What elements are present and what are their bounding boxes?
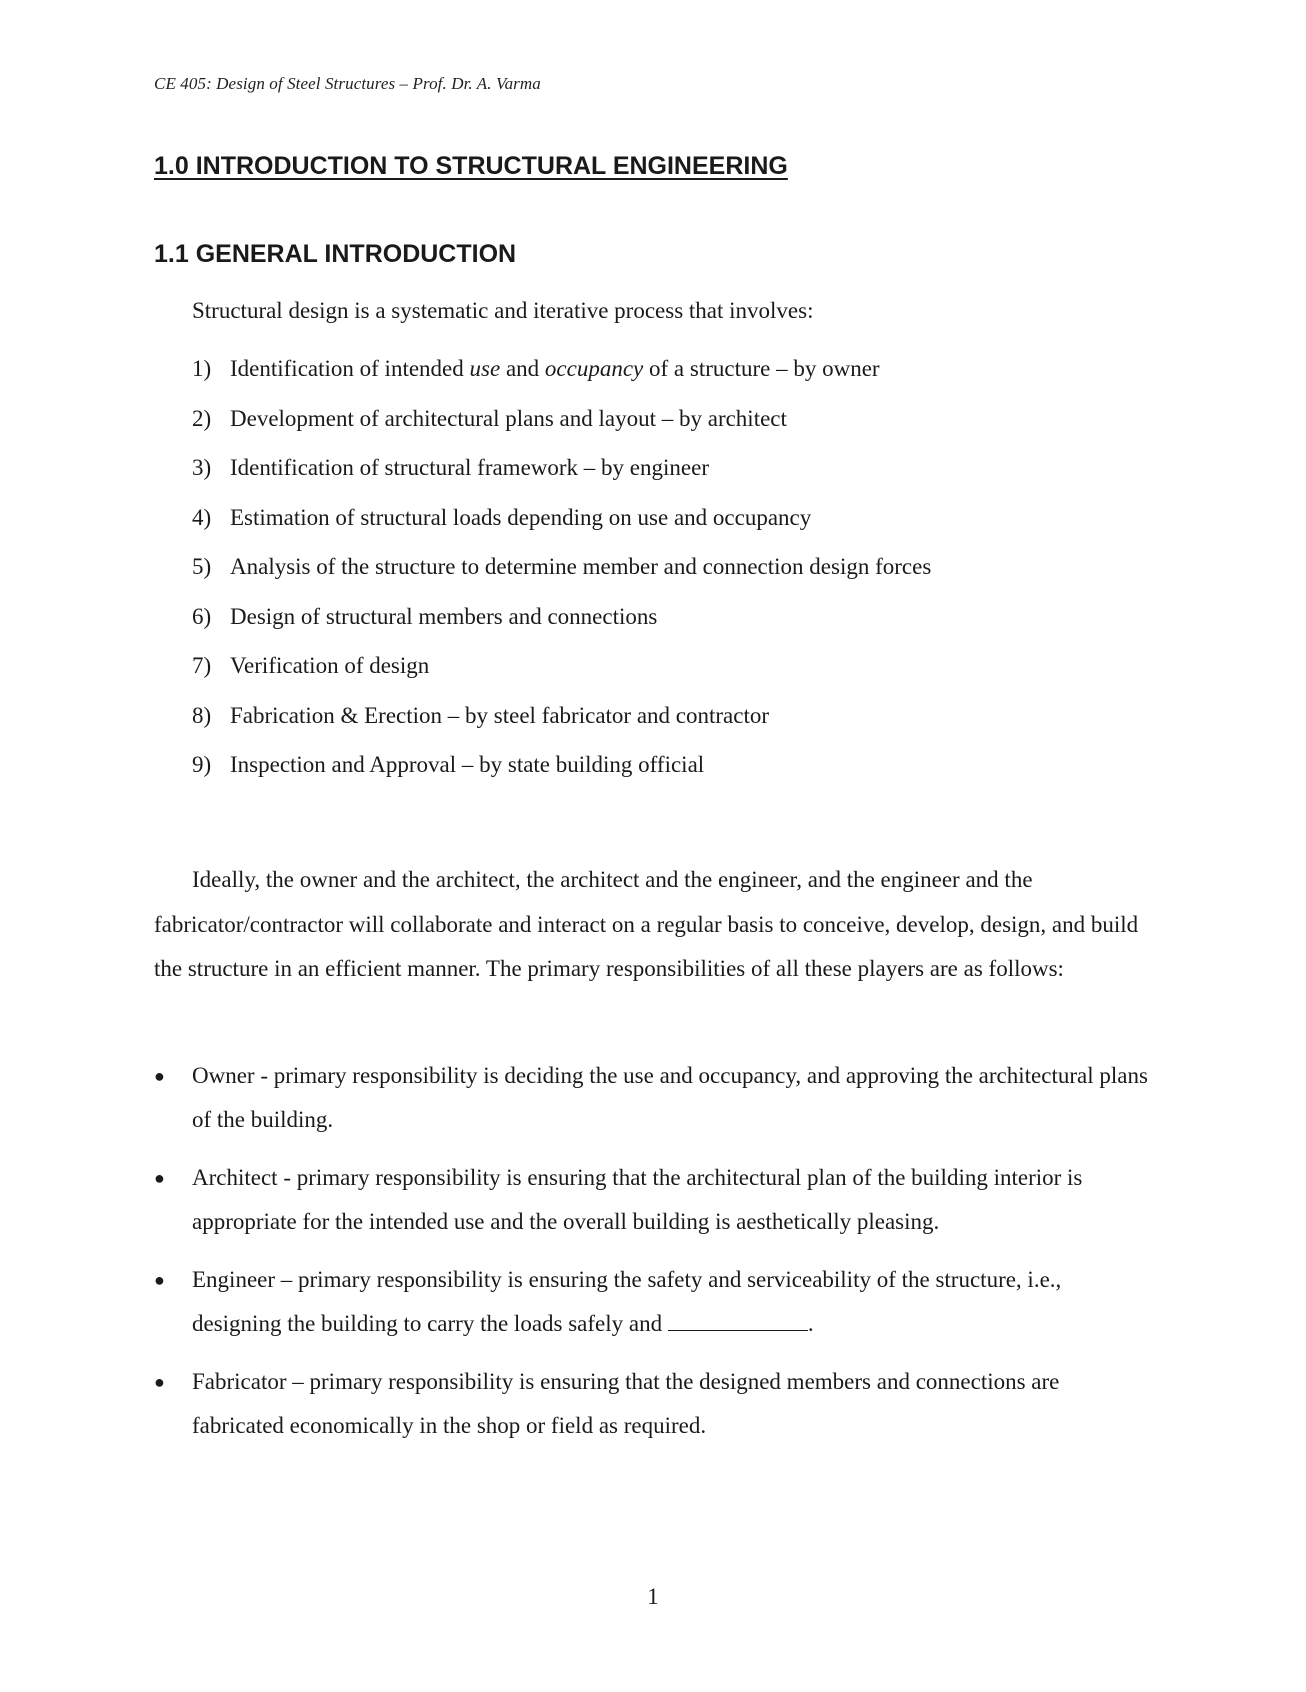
step-text: Analysis of the structure to determine member and connection design forces bbox=[230, 554, 932, 579]
step-text: Verification of design bbox=[230, 653, 430, 678]
bullet-icon: ● bbox=[154, 1270, 165, 1290]
step-number: 2) bbox=[192, 405, 212, 431]
list-item bbox=[192, 554, 931, 604]
step-number: 4) bbox=[192, 504, 212, 530]
step-number: 8) bbox=[192, 702, 212, 728]
chapter-title: 1.0 INTRODUCTION TO STRUCTURAL ENGINEERING bbox=[154, 152, 788, 180]
page-number: 1 bbox=[647, 1584, 659, 1609]
process-steps-list bbox=[192, 356, 931, 802]
section-title: 1.1 GENERAL INTRODUCTION bbox=[154, 240, 517, 268]
list-item bbox=[154, 1054, 1154, 1142]
step-number: 1) bbox=[192, 356, 212, 381]
bullet-icon: ● bbox=[154, 1066, 165, 1086]
list-item bbox=[154, 1156, 1154, 1244]
step-number: 7) bbox=[192, 653, 212, 678]
list-item bbox=[192, 653, 931, 703]
responsibility-text: Architect - primary responsibility is ensuring that the architectural plan of the building interior is appropriate for the intended use and the overall building is aesthetically pleasing. bbox=[192, 1165, 1083, 1234]
section-intro: Structural design is a systematic and iterative process that involves: bbox=[192, 298, 814, 323]
list-item bbox=[192, 703, 931, 753]
step-emphasis-occupancy: occupancy bbox=[544, 356, 644, 381]
list-item bbox=[192, 455, 931, 505]
responsibility-text: Owner - primary responsibility is deciding the use and occupancy, and approving the architectural plans of the building. bbox=[192, 1063, 1148, 1132]
responsibility-text: Fabricator – primary responsibility is ensuring that the designed members and connections are fabricated economically in the shop or field as required. bbox=[192, 1369, 1060, 1438]
list-item bbox=[192, 356, 931, 406]
step-number: 9) bbox=[192, 752, 212, 777]
step-text: and bbox=[500, 356, 545, 381]
step-text: Estimation of structural loads depending on use and occupancy bbox=[230, 504, 812, 530]
responsibility-suffix: . bbox=[807, 1311, 814, 1336]
list-item bbox=[192, 406, 931, 456]
fill-in-blank bbox=[668, 1310, 808, 1331]
bullet-icon: ● bbox=[154, 1168, 165, 1188]
paragraph-text: Ideally, the owner and the architect, the architect and the engineer, and the engineer and the fabricator/contractor will collaborate and interact on a regular basis to conceive, develop, design, and build the structure in an efficient manner. The primary responsibilities of all these players are as follows: bbox=[154, 867, 1139, 981]
list-item bbox=[192, 505, 931, 555]
step-text: Identification of structural framework – by engineer bbox=[230, 455, 709, 480]
list-item bbox=[192, 752, 931, 802]
list-item bbox=[192, 604, 931, 654]
step-text: of a structure – by owner bbox=[643, 356, 880, 381]
responsibility-text: Engineer – primary responsibility is ensuring the safety and serviceability of the structure, i.e., designing the building to carry the loads safely and bbox=[192, 1267, 1062, 1336]
responsibilities-list bbox=[154, 1054, 1154, 1462]
list-item bbox=[154, 1258, 1154, 1346]
step-number: 6) bbox=[192, 603, 212, 629]
list-item bbox=[154, 1360, 1154, 1448]
running-header: CE 405: Design of Steel Structures – Prof. Dr. A. Varma bbox=[154, 74, 541, 93]
body-paragraph bbox=[154, 858, 1154, 992]
step-number: 3) bbox=[192, 455, 212, 480]
step-text: Development of architectural plans and layout – by architect bbox=[230, 405, 787, 431]
step-text: Design of structural members and connections bbox=[230, 603, 658, 629]
bullet-icon: ● bbox=[154, 1372, 165, 1392]
step-text: Identification of intended bbox=[230, 356, 470, 381]
step-text: Inspection and Approval – by state building official bbox=[230, 752, 705, 777]
step-text: Fabrication & Erection – by steel fabricator and contractor bbox=[230, 702, 770, 728]
step-emphasis-use: use bbox=[469, 356, 501, 381]
step-number: 5) bbox=[192, 554, 212, 579]
